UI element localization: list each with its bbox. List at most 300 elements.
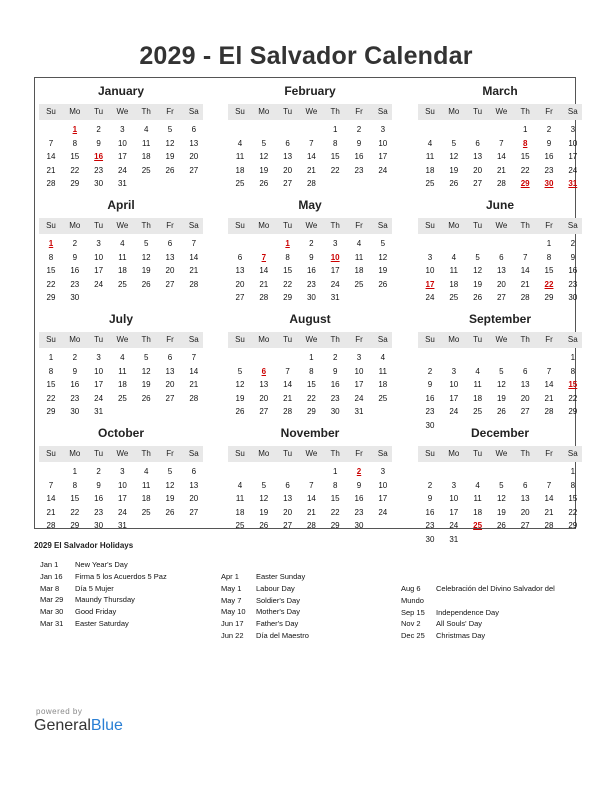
calendar-day: 15 xyxy=(70,494,80,503)
weekday-label: Sa xyxy=(377,107,388,116)
weekday-label: We xyxy=(305,335,318,344)
holiday-date: Mar 29 xyxy=(40,595,64,605)
calendar-day: 13 xyxy=(189,480,199,490)
calendar-day: 7 xyxy=(522,252,528,262)
weekday-header xyxy=(39,218,203,234)
calendar-day: 26 xyxy=(165,165,175,175)
weekday-label: Su xyxy=(425,221,435,230)
calendar-day: 31 xyxy=(449,534,459,544)
calendar-day: 19 xyxy=(235,393,245,403)
calendar-day: 22 xyxy=(46,393,56,403)
holiday-date: Sep 15 xyxy=(401,607,425,617)
weekday-label: Su xyxy=(425,107,435,116)
calendar-day: 16 xyxy=(70,380,80,389)
weekday-label: Tu xyxy=(473,107,483,116)
weekday-label: Su xyxy=(46,449,56,458)
calendar-day: 3 xyxy=(96,239,101,248)
weekday-label: Mo xyxy=(448,335,460,344)
calendar-day: 17 xyxy=(117,152,127,161)
calendar-day: 21 xyxy=(259,279,269,289)
calendar-day: 31 xyxy=(117,179,127,188)
calendar-day: 7 xyxy=(309,138,314,148)
calendar-day: 14 xyxy=(46,494,56,503)
calendar-day: 21 xyxy=(306,165,316,175)
weekday-label: We xyxy=(305,221,318,230)
page-title: 2029 - El Salvador Calendar xyxy=(139,42,473,70)
calendar-day: 15 xyxy=(544,266,554,275)
calendar-day: 11 xyxy=(235,494,245,503)
calendar-day: 23 xyxy=(70,279,80,289)
calendar-day: 23 xyxy=(425,407,435,416)
holiday-date: Nov 2 xyxy=(401,619,421,629)
holiday-date: Dec 25 xyxy=(401,631,425,641)
calendar-day: 20 xyxy=(496,279,506,289)
weekday-label: Th xyxy=(141,449,151,458)
calendar-day: 27 xyxy=(259,407,269,416)
calendar-day: 10 xyxy=(378,480,388,490)
weekday-label: Sa xyxy=(377,221,388,230)
calendar-day: 30 xyxy=(330,407,340,416)
calendar-day: 19 xyxy=(165,494,175,503)
holiday-date: Aug 6 xyxy=(401,584,421,593)
weekday-label: Mo xyxy=(258,449,270,458)
calendar-day: 16 xyxy=(306,266,316,275)
calendar-day: 14 xyxy=(520,266,530,275)
calendar-day: 16 xyxy=(425,393,435,403)
calendar-day: 26 xyxy=(378,279,388,289)
calendar-day: 9 xyxy=(72,366,78,376)
calendar-day: 20 xyxy=(259,393,269,403)
calendar-day: 20 xyxy=(235,279,245,289)
calendar-day: 24 xyxy=(94,279,104,289)
weekday-label: Su xyxy=(235,449,245,458)
month-name: May xyxy=(298,198,322,212)
calendar-day: 11 xyxy=(425,152,435,161)
logo-text-blue: Blue xyxy=(90,717,123,734)
calendar-day: 7 xyxy=(546,480,552,490)
calendar-day: 4 xyxy=(237,480,243,490)
calendar-day: 5 xyxy=(261,138,267,148)
calendar-day: 19 xyxy=(496,507,506,517)
calendar-day: 6 xyxy=(499,252,504,262)
calendar-day: 25 xyxy=(449,293,459,302)
calendar-day: 12 xyxy=(449,152,459,161)
weekday-label: Sa xyxy=(377,335,388,344)
calendar-day: 11 xyxy=(235,152,245,161)
weekday-label: Th xyxy=(330,449,340,458)
calendar-day: 21 xyxy=(189,266,199,275)
calendar-day: 6 xyxy=(475,138,480,148)
calendar-day: 3 xyxy=(427,252,433,262)
calendar-day: 31 xyxy=(330,293,340,302)
weekday-label: Mo xyxy=(69,335,81,344)
calendar-day: 2 xyxy=(96,125,101,134)
weekday-label: Th xyxy=(141,107,151,116)
weekday-label: Fr xyxy=(545,221,553,230)
calendar-day: 30 xyxy=(568,293,578,302)
holiday-day: 30 xyxy=(544,179,554,188)
calendar-day: 23 xyxy=(306,279,316,289)
holiday-date: May 7 xyxy=(221,595,242,605)
calendar-day: 25 xyxy=(425,179,435,188)
holiday-day: 22 xyxy=(544,279,554,289)
calendar-day: 1 xyxy=(309,353,314,362)
weekday-label: Sa xyxy=(188,335,199,344)
calendar-day: 20 xyxy=(283,165,293,175)
holiday-day: 10 xyxy=(330,252,340,262)
calendar-day: 23 xyxy=(568,279,578,289)
calendar-day: 28 xyxy=(306,179,316,188)
weekday-label: Tu xyxy=(283,221,293,230)
calendar-day: 3 xyxy=(96,353,101,362)
weekday-label: Tu xyxy=(473,335,483,344)
calendar-day: 4 xyxy=(380,353,386,362)
holiday-date: Mar 30 xyxy=(40,607,64,617)
calendar-day: 14 xyxy=(189,252,199,262)
calendar-day: 19 xyxy=(473,279,483,289)
holiday-day: 29 xyxy=(520,179,530,188)
calendar-day: 18 xyxy=(425,165,435,175)
holiday-day: 1 xyxy=(285,239,290,248)
calendar-day: 21 xyxy=(544,393,554,403)
calendar-day: 25 xyxy=(141,165,151,175)
calendar-day: 4 xyxy=(427,138,433,148)
calendar-day: 15 xyxy=(330,152,340,161)
holiday-day: 17 xyxy=(425,279,435,289)
calendar-day: 8 xyxy=(309,366,314,376)
calendar-day: 5 xyxy=(499,366,504,376)
calendar-day: 17 xyxy=(449,507,459,517)
calendar-day: 16 xyxy=(354,494,364,503)
calendar-day: 29 xyxy=(568,407,578,416)
calendar-day: 22 xyxy=(568,393,578,403)
calendar-day: 27 xyxy=(189,507,199,517)
calendar-day: 17 xyxy=(378,152,388,161)
calendar-day: 18 xyxy=(449,279,459,289)
calendar-day: 18 xyxy=(117,266,127,275)
calendar-day: 23 xyxy=(94,165,104,175)
calendar-day: 4 xyxy=(451,252,457,262)
weekday-label: Tu xyxy=(473,449,483,458)
calendar-day: 17 xyxy=(449,393,459,403)
calendar-day: 25 xyxy=(141,507,151,517)
weekday-label: Su xyxy=(46,107,56,116)
calendar-day: 13 xyxy=(283,494,293,503)
weekday-label: Sa xyxy=(567,335,578,344)
weekday-label: Mo xyxy=(448,449,460,458)
holiday-date: Jun 22 xyxy=(221,631,244,640)
calendar-day: 2 xyxy=(309,239,314,248)
calendar-day: 8 xyxy=(332,480,338,490)
weekday-label: Mo xyxy=(448,107,460,116)
holiday-name: Mundo xyxy=(401,595,424,605)
calendar-day: 15 xyxy=(46,380,56,389)
weekday-label: Fr xyxy=(355,335,363,344)
calendar-day: 28 xyxy=(496,179,506,188)
calendar-day: 8 xyxy=(332,138,338,148)
calendar-day: 19 xyxy=(259,507,269,517)
calendar-day: 13 xyxy=(473,152,483,161)
calendar-day: 28 xyxy=(283,407,293,416)
calendar-day: 4 xyxy=(120,353,125,362)
calendar-day: 29 xyxy=(330,521,340,530)
calendar-day: 14 xyxy=(259,266,269,275)
calendar-day: 10 xyxy=(94,366,104,376)
weekday-label: Th xyxy=(141,335,151,344)
calendar-day: 11 xyxy=(449,266,458,275)
month-name: January xyxy=(97,84,145,98)
calendar-day: 7 xyxy=(191,353,197,362)
weekday-label: We xyxy=(495,335,508,344)
calendar-day: 5 xyxy=(499,480,504,490)
calendar-day: 22 xyxy=(70,165,80,175)
calendar-day: 9 xyxy=(72,252,78,262)
calendar-day: 7 xyxy=(499,138,504,148)
holiday-day: 6 xyxy=(261,366,267,376)
calendar-day: 23 xyxy=(70,393,80,403)
calendar-day: 6 xyxy=(522,480,528,490)
calendar-day: 16 xyxy=(425,507,435,517)
calendar-day: 14 xyxy=(189,366,199,376)
holiday-date: Apr 1 xyxy=(221,572,239,581)
weekday-label: Fr xyxy=(166,107,174,116)
calendar-day: 7 xyxy=(48,480,54,490)
weekday-label: Su xyxy=(425,335,435,344)
calendar-day: 15 xyxy=(46,266,56,275)
calendar-day: 10 xyxy=(449,494,459,503)
calendar-day: 24 xyxy=(354,393,364,403)
weekday-label: Tu xyxy=(473,221,483,230)
weekday-label: Mo xyxy=(69,107,81,116)
calendar-day: 22 xyxy=(520,165,530,175)
weekday-header xyxy=(418,104,582,120)
weekday-label: Fr xyxy=(545,449,553,458)
weekday-label: Th xyxy=(520,449,530,458)
calendar-day: 14 xyxy=(306,494,316,503)
weekday-header xyxy=(418,446,582,462)
weekday-label: Mo xyxy=(69,221,81,230)
calendar-day: 12 xyxy=(378,252,388,262)
calendar-day: 12 xyxy=(259,494,269,503)
calendar-day: 2 xyxy=(96,467,101,476)
generalblue-logo[interactable] xyxy=(34,717,123,735)
weekday-label: Fr xyxy=(355,449,363,458)
calendar-day: 19 xyxy=(259,165,269,175)
calendar-day: 18 xyxy=(354,266,364,275)
calendar-day: 1 xyxy=(332,125,338,134)
weekday-label: Mo xyxy=(69,449,81,458)
calendar-day: 21 xyxy=(283,393,293,403)
weekday-label: Fr xyxy=(166,335,174,344)
calendar-day: 6 xyxy=(285,138,290,148)
calendar-day: 8 xyxy=(48,252,54,262)
month-name: November xyxy=(280,426,340,440)
calendar-day: 6 xyxy=(522,366,528,376)
calendar-day: 22 xyxy=(70,507,80,517)
calendar-day: 29 xyxy=(283,293,293,302)
holiday-date: Mar 8 xyxy=(40,583,60,593)
calendar-day: 30 xyxy=(70,407,80,416)
calendar-day: 6 xyxy=(191,467,197,476)
calendar-day: 20 xyxy=(520,393,530,403)
weekday-label: Su xyxy=(235,107,245,116)
calendar-day: 27 xyxy=(283,179,293,188)
weekday-label: Fr xyxy=(166,449,174,458)
calendar-day: 10 xyxy=(354,366,364,376)
calendar-day: 19 xyxy=(378,266,388,275)
weekday-label: We xyxy=(116,449,129,458)
weekday-label: Su xyxy=(235,335,245,344)
calendar-day: 27 xyxy=(520,521,530,530)
calendar-day: 4 xyxy=(475,480,480,490)
calendar-day: 30 xyxy=(94,521,104,530)
weekday-header xyxy=(228,332,392,348)
calendar-day: 17 xyxy=(94,380,104,389)
calendar-day: 4 xyxy=(120,239,125,248)
calendar-day: 9 xyxy=(546,138,552,148)
calendar-day: 21 xyxy=(189,380,199,389)
calendar-day: 31 xyxy=(117,521,127,530)
calendar-day: 5 xyxy=(261,480,267,490)
calendar-day: 21 xyxy=(46,165,56,175)
calendar-day: 15 xyxy=(70,152,80,161)
calendar-day: 23 xyxy=(354,507,364,517)
holiday-day: 15 xyxy=(568,380,578,389)
holiday-name: Father's Day xyxy=(256,619,299,629)
calendar-day: 3 xyxy=(332,239,338,248)
powered-by-text: powered by xyxy=(36,707,83,716)
calendar-day: 25 xyxy=(235,521,245,530)
month-name: June xyxy=(485,198,514,212)
calendar-day: 13 xyxy=(165,366,175,376)
calendar-day: 3 xyxy=(380,125,386,134)
calendar-day: 5 xyxy=(167,467,173,476)
calendar-day: 20 xyxy=(520,507,530,517)
calendar-day: 20 xyxy=(165,266,175,275)
calendar-day: 19 xyxy=(449,165,459,175)
calendar-day: 20 xyxy=(189,494,199,503)
calendar-day: 20 xyxy=(189,152,199,161)
calendar-day: 15 xyxy=(520,152,530,161)
holiday-name: Good Friday xyxy=(75,607,117,617)
calendar-day: 14 xyxy=(544,380,554,389)
calendar-day: 5 xyxy=(237,366,243,376)
holiday-date: Jan 16 xyxy=(40,571,63,581)
calendar-day: 25 xyxy=(378,393,388,403)
weekday-label: We xyxy=(305,449,318,458)
weekday-label: Th xyxy=(520,107,530,116)
weekday-label: We xyxy=(495,449,508,458)
calendar-day: 9 xyxy=(427,494,433,503)
calendar-day: 17 xyxy=(117,494,127,503)
calendar-day: 4 xyxy=(475,366,480,376)
calendar-day: 8 xyxy=(546,252,552,262)
weekday-label: Su xyxy=(235,221,245,230)
weekday-label: Tu xyxy=(94,107,104,116)
calendar-day: 3 xyxy=(451,480,457,490)
calendar-day: 12 xyxy=(473,266,483,275)
weekday-header xyxy=(418,332,582,348)
holiday-name: Christmas Day xyxy=(436,631,486,641)
weekday-label: Sa xyxy=(567,107,578,116)
calendar-day: 5 xyxy=(475,252,480,262)
calendar-day: 12 xyxy=(141,252,151,262)
calendar-day: 21 xyxy=(520,279,530,289)
calendar-day: 11 xyxy=(142,480,151,490)
calendar-day: 12 xyxy=(165,138,175,148)
month-name: July xyxy=(108,312,133,326)
weekday-label: Fr xyxy=(545,335,553,344)
calendar-day: 23 xyxy=(425,521,435,530)
holiday-name: Independence Day xyxy=(436,607,499,617)
holiday-date: May 10 xyxy=(221,607,246,617)
holiday-day: 25 xyxy=(473,521,483,530)
calendar-day: 10 xyxy=(449,380,459,389)
calendar-day: 30 xyxy=(425,534,435,544)
calendar-day: 3 xyxy=(380,467,386,476)
calendar-day: 3 xyxy=(570,125,576,134)
calendar-day: 29 xyxy=(46,293,56,302)
calendar-day: 24 xyxy=(330,279,340,289)
calendar-day: 14 xyxy=(544,494,554,503)
weekday-label: Su xyxy=(46,221,56,230)
calendar-day: 18 xyxy=(141,494,151,503)
calendar-day: 11 xyxy=(118,366,127,376)
calendar-day: 2 xyxy=(72,239,78,248)
calendar-day: 25 xyxy=(235,179,245,188)
calendar-day: 24 xyxy=(425,293,435,302)
calendar-day: 23 xyxy=(544,165,554,175)
calendar-day: 16 xyxy=(544,152,554,161)
weekday-label: Tu xyxy=(283,449,293,458)
calendar-day: 15 xyxy=(283,266,293,275)
weekday-label: Th xyxy=(520,221,530,230)
calendar-day: 9 xyxy=(427,380,433,389)
weekday-label: Sa xyxy=(188,221,199,230)
calendar-day: 6 xyxy=(167,353,173,362)
holiday-day: 16 xyxy=(94,152,104,161)
calendar-day: 12 xyxy=(165,480,175,490)
calendar-day: 26 xyxy=(141,279,151,289)
calendar-day: 25 xyxy=(473,407,483,416)
calendar-day: 22 xyxy=(568,507,578,517)
month-name: October xyxy=(97,426,144,440)
calendar-day: 17 xyxy=(354,380,364,389)
calendar-day: 31 xyxy=(354,407,364,416)
weekday-label: Sa xyxy=(567,449,578,458)
weekday-label: Sa xyxy=(188,449,199,458)
calendar-day: 4 xyxy=(356,239,362,248)
calendar-day: 6 xyxy=(191,125,197,134)
month-name: February xyxy=(284,84,336,98)
weekday-header xyxy=(228,218,392,234)
calendar-day: 14 xyxy=(283,380,293,389)
calendar-day: 10 xyxy=(425,266,435,275)
holiday-name: Soldier's Day xyxy=(256,595,300,605)
month-name: March xyxy=(482,84,518,98)
calendar-day: 27 xyxy=(283,521,293,530)
calendar-day: 12 xyxy=(496,494,506,503)
calendar-day: 28 xyxy=(189,393,199,403)
calendar-day: 3 xyxy=(451,366,457,376)
calendar-day: 28 xyxy=(189,279,199,289)
calendar-day: 30 xyxy=(354,521,364,530)
calendar-day: 16 xyxy=(330,380,340,389)
calendar-day: 1 xyxy=(546,239,552,248)
weekday-label: Fr xyxy=(166,221,174,230)
holidays-title: 2029 El Salvador Holidays xyxy=(34,541,134,550)
calendar-day: 21 xyxy=(306,507,316,517)
